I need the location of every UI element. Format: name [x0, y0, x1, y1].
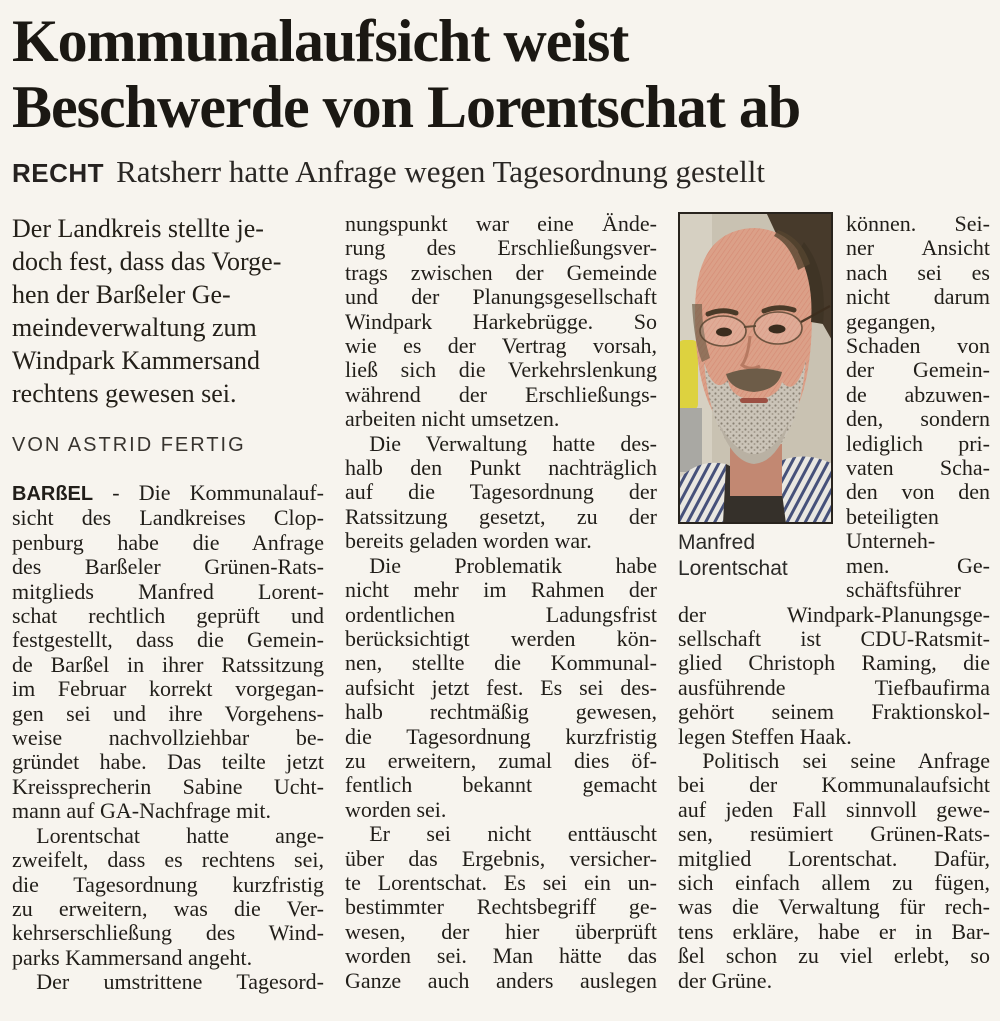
- paragraph: [12, 824, 324, 970]
- text-line: schäftsführer: [846, 577, 961, 603]
- text-line: wesen, der hier überprüft: [345, 918, 657, 944]
- text-line: den, sondern: [846, 406, 990, 432]
- text-line: Er sei nicht enttäuscht: [369, 821, 657, 847]
- text-line: vaten Scha-: [846, 455, 990, 481]
- text-line: sicht des Landkreises Clop-: [12, 505, 324, 531]
- text-line: Kreissprecherin Sabine Ucht-: [12, 773, 324, 799]
- text-line: Der umstrittene Tagesord-: [36, 969, 324, 995]
- text-line: bei der Kommunalaufsicht: [678, 772, 990, 798]
- paragraph: [345, 554, 657, 822]
- text-line: während der Erschließungs-: [345, 381, 657, 407]
- text-line: arbeiten nicht umsetzen.: [345, 406, 560, 432]
- text-line: trags zwischen der Gemeinde: [345, 259, 657, 285]
- paragraph: [345, 212, 657, 432]
- lead-line: rechtens gewesen sei.: [12, 379, 237, 408]
- text-line: nicht darum: [846, 284, 990, 310]
- text-line: ner Ansicht: [846, 235, 990, 261]
- lead-line: meindeverwaltung zum: [12, 313, 257, 342]
- text-line: parks Kammersand angeht.: [12, 944, 253, 970]
- text-line: mitglied Lorentschat. Dafür,: [678, 845, 990, 871]
- text-line: zweifelt, dass es rechtens sei,: [12, 847, 324, 873]
- text-line: glied Christoph Raming, die: [678, 650, 990, 676]
- kicker-tag: RECHT: [12, 158, 105, 188]
- text-line: de Barßel in ihrer Ratssitzung: [12, 651, 324, 677]
- text-line: ßel schon zu viel erlebt, so: [678, 943, 990, 969]
- text-line: beteiligten: [846, 503, 939, 529]
- text-line: zu erweitern, was die Ver-: [12, 895, 324, 921]
- lead-line: Windpark Kammersand: [12, 346, 261, 375]
- text-line: nen, stellte die Kommunal-: [345, 650, 657, 676]
- text-line: gründet habe. Das teilte jetzt: [12, 749, 324, 775]
- text-line: ausführende Tiefbaufirma: [678, 674, 990, 700]
- text-line: die Tagesordnung kurzfristig: [12, 871, 324, 897]
- text-line: die Tagesordnung kurzfristig: [345, 723, 657, 749]
- kicker: [12, 154, 990, 190]
- dateline-city: BARßEL: [12, 483, 94, 505]
- text-line: nach sei es: [846, 259, 990, 285]
- text-line: mitglieds Manfred Lorent-: [12, 578, 324, 604]
- text-line: kehrserschließung des Wind-: [12, 920, 324, 946]
- text-line: Die Problematik habe: [369, 552, 657, 578]
- kicker-text: Ratsherr hatte Anfrage wegen Tagesordnung gestellt: [116, 154, 765, 189]
- text-line: legen Steffen Haak.: [678, 723, 852, 749]
- text-line: BARßEL - Die Kommunalauf-: [12, 480, 324, 505]
- headline-line-1: Kommunalaufsicht weist: [12, 8, 629, 74]
- text-line: über das Ergebnis, versicher-: [345, 845, 657, 871]
- text-line: weise nachvollziehbar be-: [12, 725, 324, 751]
- text-line: auf die Tagesordnung der: [345, 479, 657, 505]
- column-3: [678, 212, 990, 993]
- column-2: [345, 212, 657, 993]
- text-line: können. Sei-: [846, 211, 990, 236]
- text-line: im Februar korrekt vorgegan-: [12, 676, 324, 702]
- text-line: sellschaft ist CDU-Ratsmit-: [678, 625, 990, 651]
- text-line: auf jeden Fall sinnvoll gewe-: [678, 796, 990, 822]
- text-line: aufsicht jetzt fest. Es sei des-: [345, 674, 657, 700]
- paragraph: [12, 481, 324, 824]
- text-line: worden sei.: [345, 796, 447, 822]
- text-line: gen sei und ihre Vorgehens-: [12, 700, 324, 726]
- text-line: den von den: [846, 479, 990, 505]
- caption-line-1: Manfred: [678, 531, 756, 554]
- lead-line: doch fest, dass das Vorge-: [12, 247, 282, 276]
- text-line: men. Ge-: [846, 552, 990, 578]
- text-line: ordentlichen Ladungsfrist: [345, 601, 657, 627]
- photo-caption: [678, 530, 833, 582]
- text-line: rung des Erschließungsver-: [345, 235, 657, 261]
- headline-line-2: Beschwerde von Lorentschat ab: [12, 74, 801, 140]
- text-line: wie es der Vertrag vorsah,: [345, 333, 657, 359]
- photo-block: [678, 212, 833, 582]
- text-line: halb den Punkt nachträglich: [345, 455, 657, 481]
- lead-line: hen der Barßeler Ge-: [12, 280, 231, 309]
- text-line: mann auf GA-Nachfrage mit.: [12, 798, 272, 824]
- text-line: und der Planungsgesellschaft: [345, 284, 657, 310]
- text-line: de abzuwen-: [846, 381, 990, 407]
- text-line: der Windpark-Planungsge-: [678, 601, 990, 627]
- lead-paragraph: [12, 212, 324, 410]
- paragraph: [345, 432, 657, 554]
- text-line: penburg habe die Anfrage: [12, 529, 324, 555]
- article-columns: [12, 212, 990, 995]
- text-line: was die Verwaltung für rech-: [678, 894, 990, 920]
- text-line: schat rechtlich geprüft und: [12, 603, 324, 629]
- text-line: berücksichtigt werden kön-: [345, 625, 657, 651]
- text-line: sich einfach allem zu fügen,: [678, 869, 990, 895]
- text-line: te Lorentschat. Es sei ein un-: [345, 869, 657, 895]
- text-line: Unterneh-: [846, 528, 936, 554]
- text-line: gegangen,: [846, 308, 936, 334]
- text-line: der Gemein-: [846, 357, 990, 383]
- lead-line: Der Landkreis stellte je-: [12, 214, 264, 243]
- text-line: Windpark Harkebrügge. So: [345, 308, 657, 334]
- text-line: Lorentschat hatte ange-: [36, 822, 324, 848]
- text-line: gehört seinem Fraktionskol-: [678, 699, 990, 725]
- byline: VON ASTRID FERTIG: [12, 434, 246, 456]
- text-line: Ganze auch anders auslegen: [345, 967, 657, 993]
- text-line: bereits geladen worden war.: [345, 528, 592, 554]
- text-line: Die Verwaltung hatte des-: [369, 430, 657, 456]
- text-line: nicht mehr im Rahmen der: [345, 577, 657, 603]
- portrait-photo: [678, 212, 833, 524]
- text-line: sen, resümiert Grünen-Rats-: [678, 821, 990, 847]
- paragraph: [678, 749, 990, 993]
- paragraph: [12, 970, 324, 994]
- text-line: bestimmter Rechtsbegriff ge-: [345, 894, 657, 920]
- text-line: ließ sich die Verkehrslenkung: [345, 357, 657, 383]
- text-line: festgestellt, dass die Gemein-: [12, 627, 324, 653]
- text-line: der Grüne.: [678, 967, 773, 993]
- text-line: halb rechtmäßig gewesen,: [345, 699, 657, 725]
- paragraph: [345, 822, 657, 993]
- text-line: Politisch sei seine Anfrage: [702, 747, 990, 773]
- headline: [12, 8, 990, 140]
- text-line: Ratssitzung gesetzt, zu der: [345, 503, 657, 529]
- text-line: Schaden von: [846, 333, 990, 359]
- column-1-body: [12, 481, 324, 995]
- text-line: tens erkläre, habe er in Bar-: [678, 918, 990, 944]
- text-line: worden sei. Man hätte das: [345, 943, 657, 969]
- text-line: zu erweitern, zumal dies öf-: [345, 747, 657, 773]
- text-line: fentlich bekannt gemacht: [345, 772, 657, 798]
- caption-line-2: Lorentschat: [678, 557, 788, 580]
- text-line: lediglich pri-: [846, 430, 990, 456]
- text-line: des Barßeler Grünen-Rats-: [12, 554, 324, 580]
- column-1: [12, 212, 324, 995]
- text-line: nungspunkt war eine Ände-: [345, 211, 657, 236]
